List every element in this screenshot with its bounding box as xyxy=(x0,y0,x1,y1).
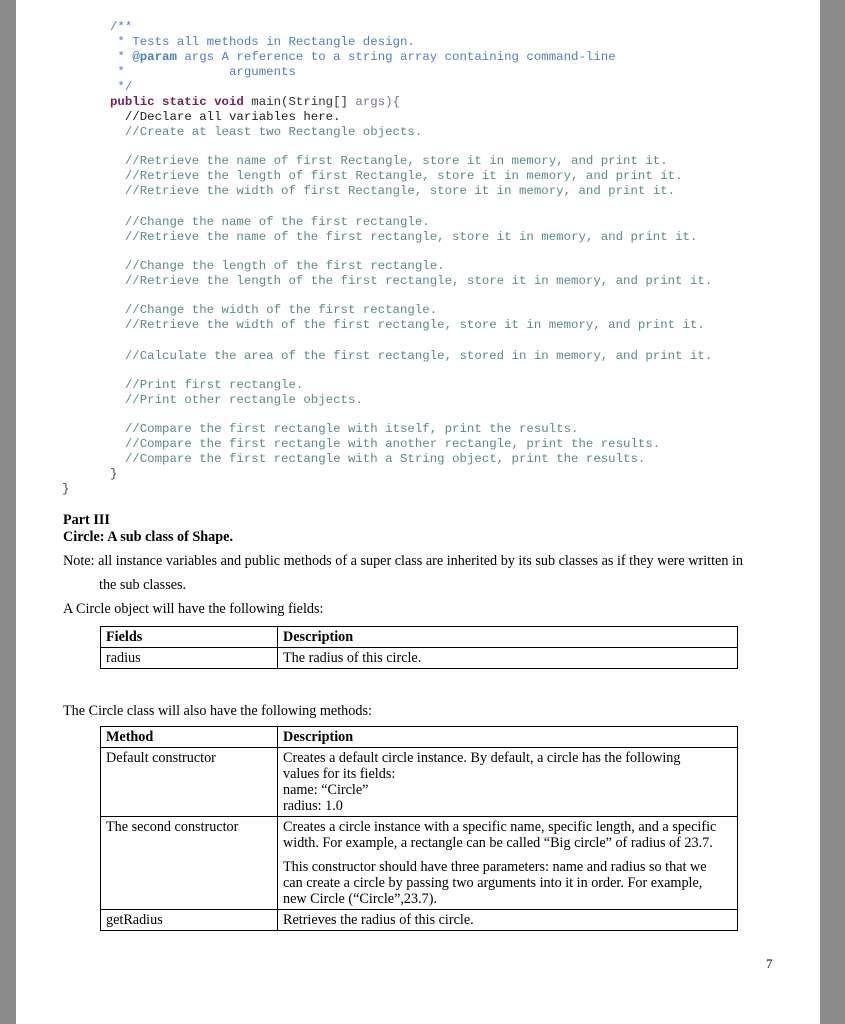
code-line: //Compare the first rectangle with itself, print the results. xyxy=(110,422,579,436)
method-description: Retrieves the radius of this circle. xyxy=(278,910,738,931)
fields-intro: A Circle object will have the following fields: xyxy=(63,601,324,617)
methods-table xyxy=(100,726,738,931)
code-line: * Tests all methods in Rectangle design. xyxy=(110,35,415,49)
code-line: //Print other rectangle objects. xyxy=(110,393,363,407)
keyword: public static void xyxy=(110,95,244,109)
code-line: //Print first rectangle. xyxy=(110,378,304,392)
table-row xyxy=(101,748,738,817)
fields-table xyxy=(100,626,738,669)
code-line: //Compare the first rectangle with another rectangle, print the results. xyxy=(110,437,661,451)
table-header: Fields xyxy=(101,627,278,648)
code-line: //Retrieve the width of first Rectangle, store it in memory, and print it. xyxy=(110,184,676,198)
code-line: //Change the length of the first rectangle. xyxy=(110,259,445,273)
code-line: //Retrieve the name of first Rectangle, store it in memory, and print it. xyxy=(110,154,668,168)
page-number: 7 xyxy=(766,956,773,971)
code-line: //Compare the first rectangle with a String object, print the results. xyxy=(110,452,646,466)
code-line: //Retrieve the length of first Rectangle, store it in memory, and print it. xyxy=(110,169,683,183)
field-description: The radius of this circle. xyxy=(278,648,738,669)
method-description xyxy=(278,817,738,910)
description-line: can create a circle by passing two arguments into it in order. For example, xyxy=(283,875,703,891)
table-header: Description xyxy=(278,727,738,748)
part-title: Part III xyxy=(63,512,110,528)
description-line: name: “Circle” xyxy=(283,782,369,798)
code-line: //Change the width of the first rectangle. xyxy=(110,303,438,317)
code-line: //Retrieve the width of the first rectangle, store it in memory, and print it. xyxy=(110,318,705,332)
description-line: radius: 1.0 xyxy=(283,798,343,814)
method-name: Default constructor xyxy=(101,748,278,817)
methods-intro: The Circle class will also have the following methods: xyxy=(63,703,372,719)
code-line: * arguments xyxy=(110,65,296,79)
paragraph-gap xyxy=(283,851,732,859)
description-line: Creates a default circle instance. By default, a circle has the following xyxy=(283,750,681,766)
table-row xyxy=(101,648,738,669)
code-line: * @param args A reference to a string array containing command-line xyxy=(110,50,616,64)
code-line: //Retrieve the length of the first rectangle, store it in memory, and print it. xyxy=(110,274,713,288)
table-header-row xyxy=(101,727,738,748)
description-line: Creates a circle instance with a specific name, specific length, and a specific xyxy=(283,819,717,835)
table-header: Description xyxy=(278,627,738,648)
description-line: new Circle (“Circle”,23.7). xyxy=(283,891,438,907)
code-line: //Retrieve the name of the first rectangle, store it in memory, and print it. xyxy=(110,230,698,244)
document-page xyxy=(16,0,820,1024)
code-line-main xyxy=(110,95,400,109)
code-line: */ xyxy=(110,80,133,94)
code-line: //Change the name of the first rectangle. xyxy=(110,215,430,229)
method-signature: main(String[] xyxy=(251,95,348,109)
code-line: //Create at least two Rectangle objects. xyxy=(110,125,423,139)
note-text-continued: the sub classes. xyxy=(99,577,187,593)
code-line: //Declare all variables here. xyxy=(110,110,341,124)
description-line: width. For example, a rectangle can be called “Big circle” of radius of 23.7. xyxy=(283,835,713,851)
param-name: args){ xyxy=(355,95,401,109)
method-name: The second constructor xyxy=(101,817,278,910)
table-row xyxy=(101,817,738,910)
method-name: getRadius xyxy=(101,910,278,931)
code-line: /** xyxy=(110,20,133,34)
part-subtitle: Circle: A sub class of Shape. xyxy=(63,529,234,545)
description-line: This constructor should have three parameters: name and radius so that we xyxy=(283,859,707,875)
field-name: radius xyxy=(101,648,278,669)
closing-brace: } xyxy=(110,467,118,481)
table-row xyxy=(101,910,738,931)
closing-brace: } xyxy=(62,482,70,496)
method-description xyxy=(278,748,738,817)
param-tag: @param xyxy=(132,50,177,64)
table-header-row xyxy=(101,627,738,648)
table-header: Method xyxy=(101,727,278,748)
description-line: values for its fields: xyxy=(283,766,396,782)
note-text: Note: all instance variables and public methods of a super class are inherited by its sub classes as if they were written in xyxy=(63,553,744,569)
param-text: args A reference to a string array containing command-line xyxy=(184,50,616,64)
code-line: //Calculate the area of the first rectangle, stored in in memory, and print it. xyxy=(110,349,713,363)
